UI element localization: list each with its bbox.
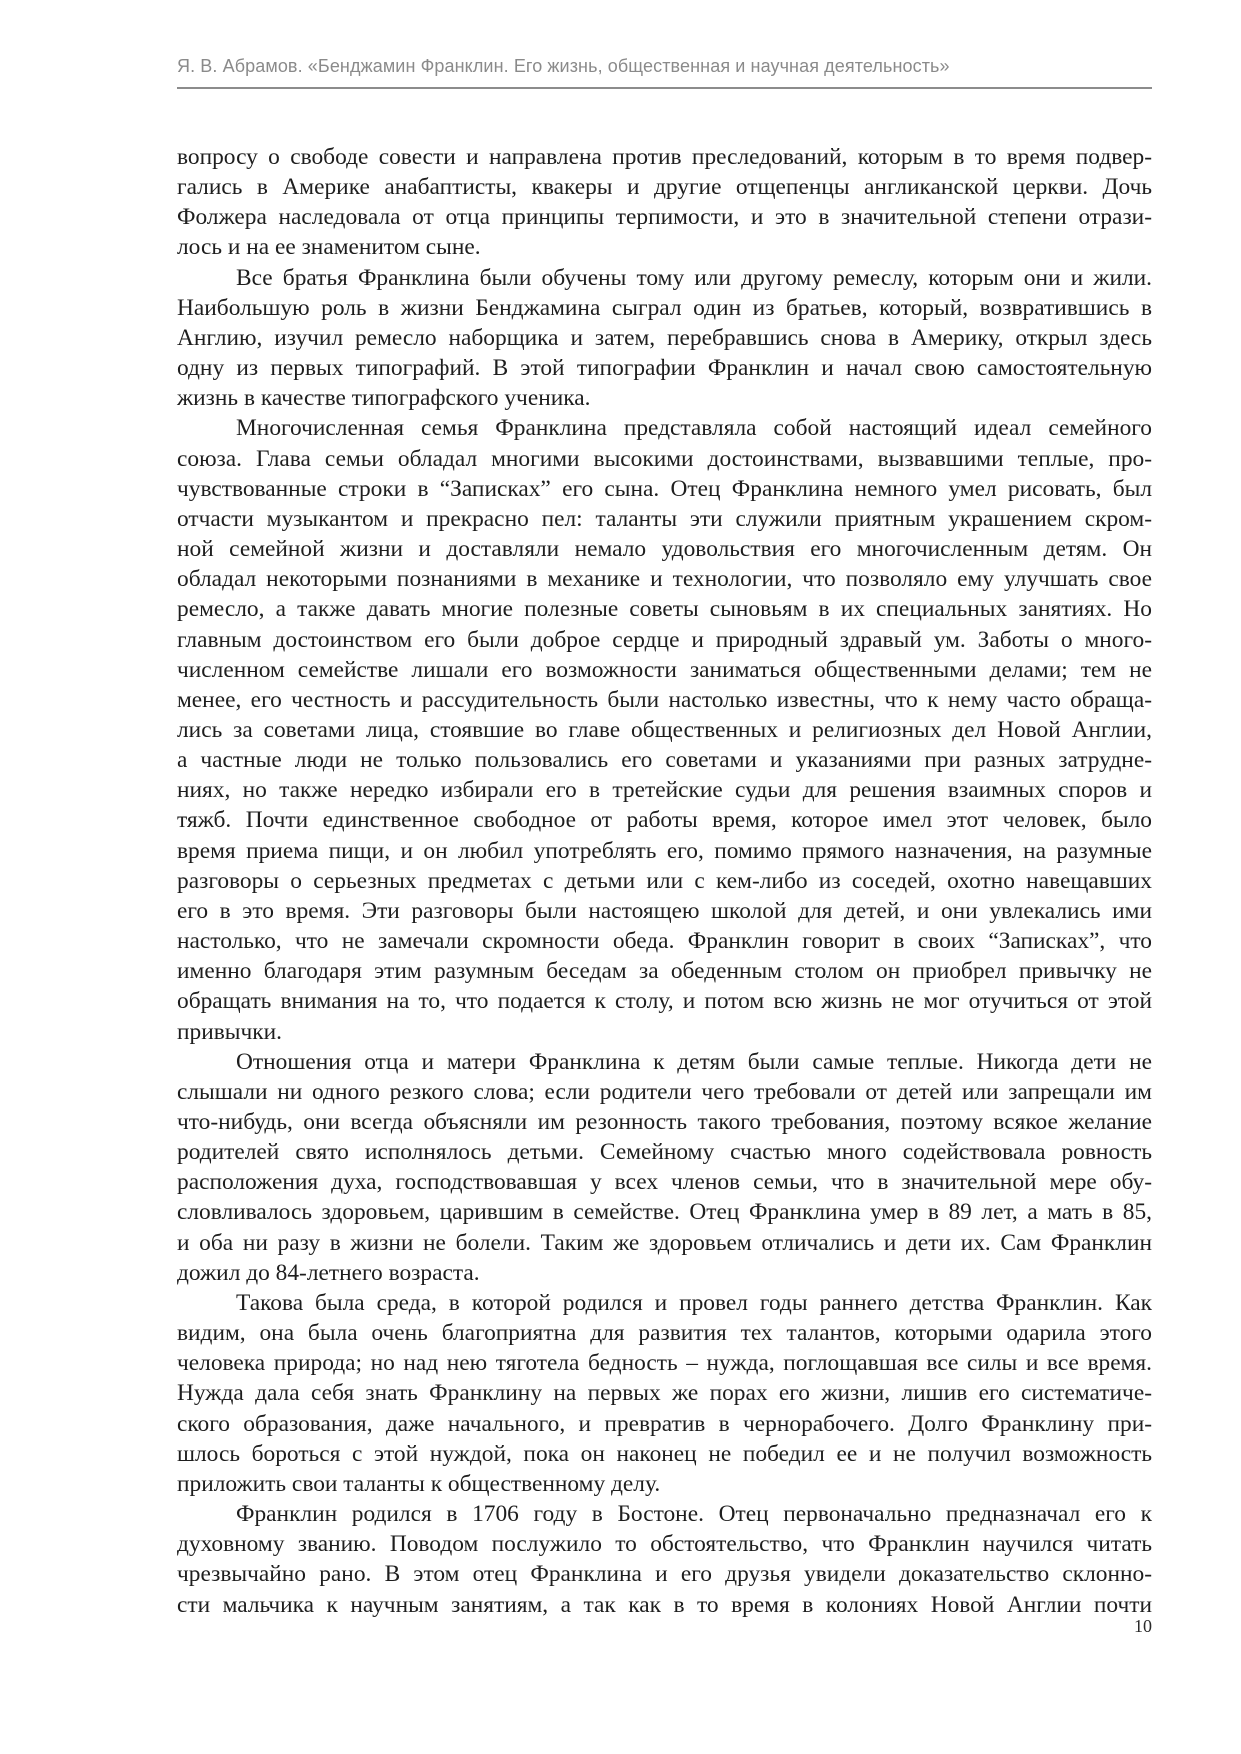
text-line: приложить свои таланты к общественному делу.	[177, 1470, 661, 1497]
page-number: 10	[1134, 1616, 1152, 1636]
paragraph	[177, 1499, 1152, 1620]
text-line: тяжб. Почти единственное свободное от работы время, которое имел этот человек, было	[177, 807, 1152, 834]
text-line: одну из первых типографий. В этой типографии Франклин и начал свою самостоятельную	[177, 355, 1152, 382]
text-line: чрезвычайно рано. В этом отец Франклина и его друзья увидели доказательство склонно-	[177, 1561, 1152, 1588]
text-line: вопросу о свободе совести и направлена против преследований, которым в то время подвер-	[177, 144, 1152, 170]
text-line: ниях, но также нередко избирали его в третейские судьи для решения взаимных споров и	[177, 777, 1152, 804]
text-line: Наибольшую роль в жизни Бенджамина сыграл один из братьев, который, возвратившись в	[177, 294, 1152, 321]
text-line: Многочисленная семья Франклина представляла собой настоящий идеал семейного	[236, 415, 1152, 442]
paragraph	[177, 1047, 1152, 1288]
text-line: ной семейной жизни и доставляли немало удовольствия его многочисленным детям. Он	[177, 536, 1152, 563]
text-line: ского образования, даже начального, и превратив в чернорабочего. Долго Франклину при-	[177, 1410, 1152, 1437]
text-line: человека природа; но над нею тяготела бедность – нужда, поглощавшая все силы и все время.	[177, 1350, 1152, 1377]
text-line: привычки.	[177, 1018, 282, 1045]
text-line: союза. Глава семьи обладал многими высокими достоинствами, вызвавшими теплые, про-	[177, 445, 1152, 472]
paragraph	[177, 142, 1152, 263]
text-line: шлось бороться с этой нуждой, пока он наконец не победил ее и не получил возможность	[177, 1440, 1152, 1467]
text-line: словливалось здоровьем, царившим в семействе. Отец Франклина умер в 89 лет, а мать в 85,	[177, 1199, 1152, 1226]
text-line: его в это время. Эти разговоры были настоящею школой для детей, и они увлекались ими	[177, 897, 1152, 924]
text-line: Франклин родился в 1706 году в Бостоне. Отец первоначально предназначал его к	[236, 1501, 1152, 1528]
header-rule	[177, 87, 1152, 89]
text-line: Нужда дала себя знать Франклину на первых же порах его жизни, лишив его систематиче-	[177, 1380, 1152, 1407]
text-line: духовному званию. Поводом послужило то обстоятельство, что Франклин научился читать	[177, 1531, 1152, 1558]
text-line: Такова была среда, в которой родился и провел годы раннего детства Франклин. Как	[236, 1289, 1152, 1316]
text-line: расположения духа, господствовавшая у всех членов семьи, что в значительной мере обу-	[177, 1169, 1152, 1196]
text-line: слышали ни одного резкого слова; если родители чего требовали от детей или запрещали им	[177, 1078, 1152, 1105]
text-line: менее, его честность и рассудительность были настолько известны, что к нему часто обраща-	[177, 686, 1152, 713]
paragraph	[177, 263, 1152, 414]
text-line: дожил до 84-летнего возраста.	[177, 1259, 480, 1286]
text-line: жизнь в качестве типографского ученика.	[177, 385, 591, 412]
running-header: Я. В. Абрамов. «Бенджамин Франклин. Его жизнь, общественная и научная деятельность»	[177, 56, 950, 76]
text-line: ремесло, а также давать многие полезные советы сыновьям в их специальных занятиях. Но	[177, 596, 1152, 623]
text-line: настолько, что не замечали скромности обеда. Франклин говорит в своих “Записках”, что	[177, 928, 1152, 955]
body-text	[177, 142, 1152, 1620]
text-line: разговоры о серьезных предметах с детьми или с кем-либо из соседей, охотно навещавших	[177, 867, 1152, 894]
text-line: сти мальчика к научным занятиям, а так как в то время в колониях Новой Англии почти	[177, 1591, 1152, 1618]
text-line: обладал некоторыми познаниями в механике и технологии, что позволяло ему улучшать свое	[177, 566, 1152, 593]
text-line: Все братья Франклина были обучены тому или другому ремеслу, которым они и жили.	[236, 264, 1152, 291]
text-line: чувствованные строки в “Записках” его сына. Отец Франклина немного умел рисовать, был	[177, 475, 1152, 502]
text-line: именно благодаря этим разумным беседам за обеденным столом он приобрел привычку не	[177, 958, 1152, 985]
paragraph	[177, 1288, 1152, 1499]
text-line: что-нибудь, они всегда объясняли им резонность такого требования, поэтому всякое желание	[177, 1109, 1152, 1135]
text-line: главным достоинством его были доброе сердце и природный здравый ум. Заботы о много-	[177, 626, 1152, 653]
text-line: а частные люди не только пользовались его советами и указаниями при разных затрудне-	[177, 747, 1152, 774]
text-line: отчасти музыкантом и прекрасно пел: таланты эти служили приятным украшением скром-	[177, 505, 1152, 532]
text-line: обращать внимания на то, что подается к столу, и потом всю жизнь не мог отучиться от этой	[177, 988, 1152, 1015]
text-line: Англию, изучил ремесло наборщика и затем, перебравшись снова в Америку, открыл здесь	[177, 324, 1152, 351]
text-line: лись за советами лица, стоявшие во главе общественных и религиозных дел Новой Англии,	[177, 716, 1152, 743]
text-line: численном семействе лишали его возможности заниматься общественными делами; тем не	[177, 656, 1152, 683]
text-line: и оба ни разу в жизни не болели. Таким же здоровьем отличались и дети их. Сам Франклин	[177, 1229, 1152, 1256]
paragraph	[177, 413, 1152, 1046]
text-line: время приема пищи, и он любил употреблять его, помимо прямого назначения, на разумные	[177, 837, 1152, 864]
text-line: видим, она была очень благоприятна для развития тех талантов, которыми одарила этого	[177, 1320, 1152, 1347]
text-line: гались в Америке анабаптисты, квакеры и другие отщепенцы англиканской церкви. Дочь	[177, 174, 1152, 201]
text-line: Фолжера наследовала от отца принципы терпимости, и это в значительной степени отрази-	[177, 204, 1152, 231]
text-line: Отношения отца и матери Франклина к детям были самые теплые. Никогда дети не	[236, 1048, 1152, 1075]
text-line: родителей свято исполнялось детьми. Семейному счастью много содействовала ровность	[177, 1139, 1152, 1166]
text-line: лось и на ее знаменитом сыне.	[177, 234, 481, 261]
